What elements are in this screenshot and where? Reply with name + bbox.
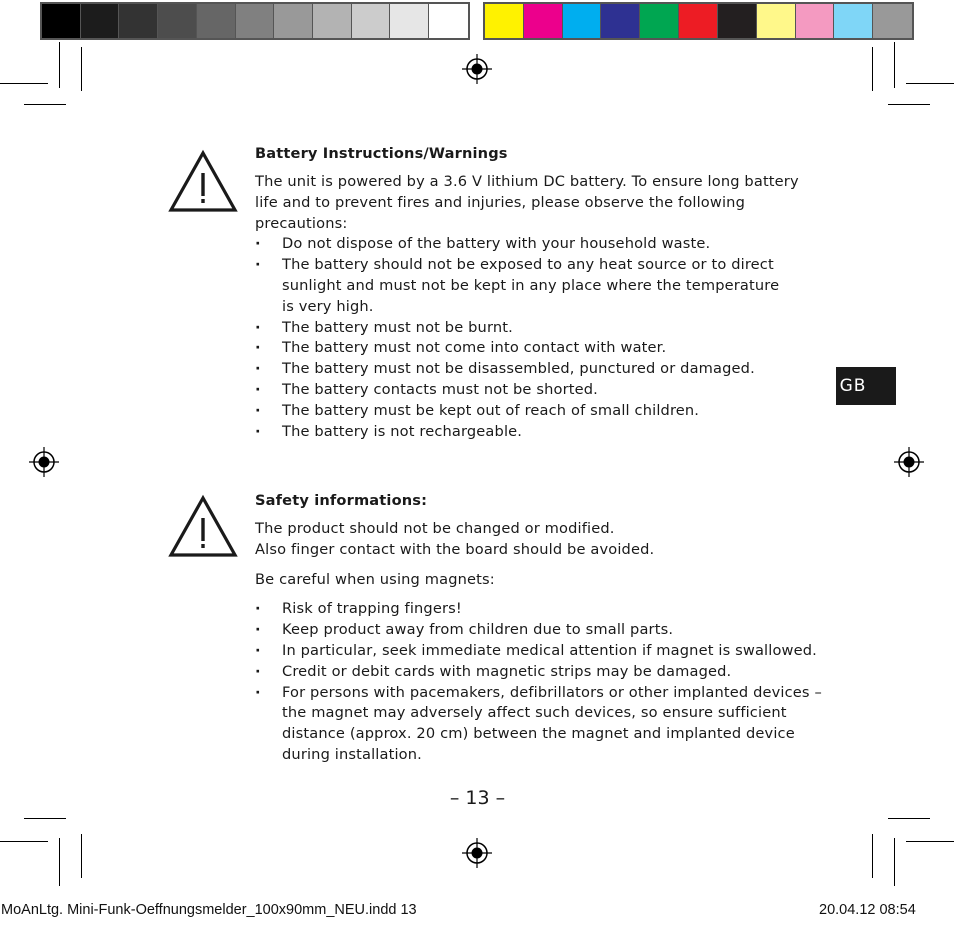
calibration-swatch xyxy=(390,4,429,38)
battery-intro xyxy=(255,172,845,234)
calibration-swatch xyxy=(197,4,236,38)
safety-text xyxy=(255,519,845,561)
intro-line: life and to prevent fires and injuries, please observe the following xyxy=(255,193,745,211)
list-item xyxy=(255,641,845,662)
list-item xyxy=(255,401,845,422)
registration-mark-icon xyxy=(29,447,59,477)
battery-precautions-list xyxy=(255,234,845,442)
calibration-swatch xyxy=(873,4,912,38)
list-item-text: The battery must not come into contact with water. xyxy=(282,339,667,357)
calibration-swatch xyxy=(119,4,158,38)
calibration-swatch xyxy=(640,4,679,38)
calibration-swatch xyxy=(81,4,120,38)
calibration-swatch xyxy=(601,4,640,38)
footer-file-name: MoAnLtg. Mini-Funk-Oeffnungsmelder_100x90mm_NEU.indd 13 xyxy=(1,902,417,918)
list-item xyxy=(255,599,845,620)
list-item xyxy=(255,662,845,683)
safety-information-section xyxy=(255,491,845,766)
warning-triangle-icon xyxy=(167,494,239,558)
calibration-swatch xyxy=(158,4,197,38)
calibration-swatch xyxy=(42,4,81,38)
footer-timestamp: 20.04.12 08:54 xyxy=(819,902,916,918)
calibration-swatch xyxy=(718,4,757,38)
list-item-text: during installation. xyxy=(282,745,422,763)
calibration-swatch xyxy=(524,4,563,38)
list-item-text: The battery must be kept out of reach of small children. xyxy=(282,401,700,419)
list-item-text: distance (approx. 20 cm) between the magnet and implanted device xyxy=(282,725,795,743)
calibration-swatch xyxy=(757,4,796,38)
calibration-swatch xyxy=(352,4,391,38)
list-item-text: For persons with pacemakers, defibrillators or other implanted devices – xyxy=(282,683,822,701)
calibration-swatch xyxy=(834,4,873,38)
calibration-swatch xyxy=(679,4,718,38)
magnets-heading: Be careful when using magnets: xyxy=(255,570,495,588)
list-item-text: the magnet may adversely affect such devices, so ensure sufficient xyxy=(282,704,787,722)
registration-mark-icon xyxy=(462,838,492,868)
calibration-swatch xyxy=(796,4,835,38)
list-item xyxy=(255,255,845,317)
calibration-swatch xyxy=(563,4,602,38)
safety-line: Also finger contact with the board should be avoided. xyxy=(255,540,655,558)
list-item-text: The battery contacts must not be shorted. xyxy=(282,380,598,398)
grayscale-calibration-bar xyxy=(40,2,470,40)
calibration-swatch xyxy=(313,4,352,38)
list-item-text: is very high. xyxy=(282,297,374,315)
list-item-text: The battery is not rechargeable. xyxy=(282,422,523,440)
color-calibration-bar xyxy=(483,2,914,40)
list-item-text: Risk of trapping fingers! xyxy=(282,600,462,618)
calibration-swatch xyxy=(274,4,313,38)
calibration-swatch xyxy=(485,4,524,38)
battery-warnings-section xyxy=(255,144,845,442)
calibration-swatch xyxy=(236,4,275,38)
intro-line: The unit is powered by a 3.6 V lithium DC battery. To ensure long battery xyxy=(255,173,799,190)
warning-triangle-icon xyxy=(167,149,239,213)
intro-line: precautions: xyxy=(255,214,348,232)
language-tab: GB xyxy=(836,367,896,405)
list-item-text: The battery should not be exposed to any heat source or to direct xyxy=(282,256,774,274)
list-item-text: Do not dispose of the battery with your household waste. xyxy=(282,235,711,253)
list-item-text: Credit or debit cards with magnetic strips may be damaged. xyxy=(282,662,732,680)
list-item xyxy=(255,234,845,255)
list-item xyxy=(255,318,845,339)
list-item xyxy=(255,422,845,443)
list-item-text: The battery must not be disassembled, punctured or damaged. xyxy=(282,360,755,378)
battery-section-title: Battery Instructions/Warnings xyxy=(255,145,508,162)
safety-line: The product should not be changed or modified. xyxy=(255,520,615,537)
registration-mark-icon xyxy=(894,447,924,477)
page-number: – 13 – xyxy=(449,787,506,809)
list-item xyxy=(255,620,845,641)
list-item-text: The battery must not be burnt. xyxy=(282,318,513,336)
list-item xyxy=(255,683,845,766)
calibration-swatch xyxy=(429,4,468,38)
registration-mark-icon xyxy=(462,54,492,84)
list-item-text: sunlight and must not be kept in any place where the temperature xyxy=(282,276,780,294)
list-item xyxy=(255,338,845,359)
list-item-text: Keep product away from children due to small parts. xyxy=(282,621,674,639)
magnet-warnings-list xyxy=(255,599,845,765)
safety-section-title: Safety informations: xyxy=(255,492,428,509)
list-item xyxy=(255,359,845,380)
list-item xyxy=(255,380,845,401)
list-item-text: In particular, seek immediate medical attention if magnet is swallowed. xyxy=(282,641,817,659)
